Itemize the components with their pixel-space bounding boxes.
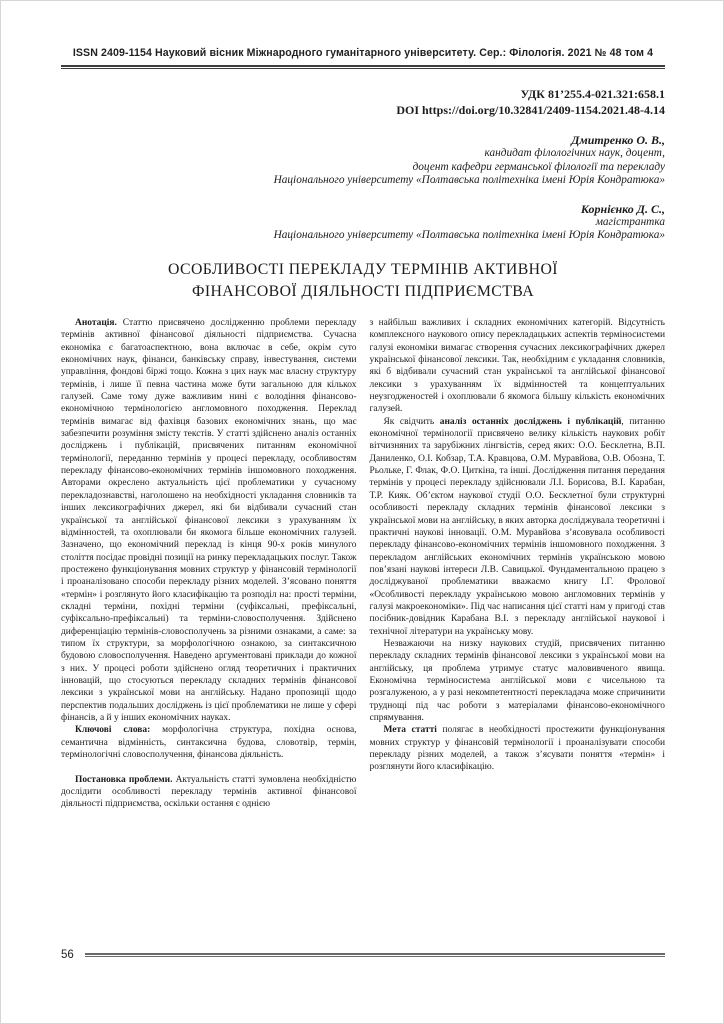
column-right xyxy=(370,317,666,977)
problem-paragraph xyxy=(61,774,357,811)
keywords-text: морфологічна структура, похідна основа, семантична відмінність, синтаксична будова, словотвір, термін, термінологічні словосполучення, фінансова діяльність. xyxy=(61,725,357,761)
article-title xyxy=(61,259,665,302)
running-head xyxy=(61,47,665,69)
page-number: 56 xyxy=(61,949,74,961)
status-paragraph: Незважаючи на низку наукових студій, присвячених питанню перекладу складних термінів фінансової лексики з української мови на англійську, ця проблема утримує статус маловивченого явища. Економічна терміносистема англійської мови є чисельною та розгалуженою, а у разі некомпетентності перекладача може спричинити труднощі під час роботи з матеріалами фінансово-економічного спрямування. xyxy=(369,638,665,723)
author-2-name: Корнієнко Д. С., xyxy=(580,201,665,216)
abstract-paragraph xyxy=(61,317,357,724)
author-1-degree: кандидат філологічних наук, доцент, xyxy=(484,147,665,159)
article-title-line-2: ФІНАНСОВОЇ ДІЯЛЬНОСТІ ПІДПРИЄМСТВА xyxy=(191,282,535,300)
analysis-text: , питанню економічної термінології присвячено велику кількість наукових робіт вітчизняних та зарубіжних лінгвістів, серед яких: О.О. Бесклетна, В.П. Даниленко, О.І. Кобзар, Т.А. Кравцова, О.М. Муравйова, О.В. Обозна, Т. Рьольке, Г. Флак, Ф.О. Циткіна, та інші. Дослідження питання передання термінів у процесі перекладу здійснювали Л.І. Борисова, В.І. Карабан, Т.Р. Кияк. Об’єктом наукової студії О.О. Бесклетної були структурні особливості перекладу складних термінів фінансової лексики з української мови на англійську, в яких авторка досліджувала теоретичні і практичні наукові інновації. О.М. Муравйова з’ясовувала особливості перекладу фінансово-економічних термінів іншомовного походження. З перекладом англійських економічних термінів українською мовою пов’язані наукові інтереси Л.В. Савицької. Фундаментальною працею з досліджуваної проблематики вважаємо книгу І.Г. Фролової «Особливості перекладу українською мовою англомовних термінів у галузі макроекономіки». Під час написання цієї статті нам у пригоді став посібник-довідник Карабана В.І. з перекладу англійської наукової і технічної літератури на українську мову. xyxy=(369,416,665,637)
problem-text: Актуальність статті зумовлена необхідністю дослідити особливості перекладу термінів активної фінансової діяльності підприємства, оскільки остання є однією xyxy=(61,774,357,810)
header-rule xyxy=(61,65,665,69)
analysis-lead: аналіз останніх досліджень і публікацій xyxy=(439,416,622,427)
keywords-lead: Ключові слова: xyxy=(75,725,151,736)
page-footer xyxy=(61,949,665,961)
goal-paragraph xyxy=(370,724,666,773)
analysis-pre: Як свідчить xyxy=(383,416,440,427)
goal-lead: Мета статті xyxy=(383,725,437,736)
continuation-paragraph: з найбільш важливих і складних економічних категорій. Відсутність комплексного наукового опису перекладацьких аспектів терміносистеми галузі економіки вимагає створення сучасних лексикографічних джерел української фінансової лексики. Так, необхідним є укладання словників, які б відбивали сучасний стан української та англійської фінансової лексики з урахуванням їх відмінностей та концептуальних неузгодженостей і охоплювали б якомога більшу кількість економічних галузей. xyxy=(369,318,665,415)
abstract-lead: Анотація. xyxy=(75,318,117,328)
author-2-affiliation: Національного університету «Полтавська політехніка імені Юрія Кондратюка» xyxy=(273,229,665,242)
author-1-name: Дмитренко О. В., xyxy=(571,133,665,147)
udk-number: УДК 81’255.4-021.321:658.1 xyxy=(520,87,665,101)
author-2-degree: магістрантка xyxy=(595,215,665,228)
goal-text: полягає в необхідності простежити функціонування мовних структур у фінансовій термінології і проаналізувати способи перекладу різних моделей, а також з’ясувати поняття «термін» і розглянути його класифікацію. xyxy=(369,725,665,773)
analysis-paragraph xyxy=(370,416,666,638)
doi-line: DOI https://doi.org/10.32841/2409-1154.2021.48-4.14 xyxy=(396,102,665,117)
author-1-affiliation: Національного університету «Полтавська політехніка імені Юрія Кондратюка» xyxy=(273,174,665,187)
problem-lead: Постановка проблеми. xyxy=(75,774,173,785)
article-title-line-1: ОСОБЛИВОСТІ ПЕРЕКЛАДУ ТЕРМІНІВ АКТИВНОЇ xyxy=(168,261,558,278)
authors-spacer xyxy=(61,188,665,202)
author-1-position: доцент кафедри германської філології та перекладу xyxy=(412,160,665,173)
article-body xyxy=(61,317,665,977)
keywords-paragraph xyxy=(61,724,357,761)
abstract-text: Статтю присвячено дослідженню проблеми перекладу термінів активної фінансової діяльності підприємства. Сучасна економіка є багатоаспектною, вона включає в себе, окрім суто економічних наук, фінанси, банківську справу, інвестування, системи управління, фондові біржі тощо. Кожна з цих наук має власну структуру термінів, і лише її певна частина може бути загальною для кількох галузей. Саме тому дуже важливим нині є володіння фінансово-економічною термінологією англомовного походження. Переклад термінів вимагає від фахівця базових економічних знань, що має забезпечити розуміння змісту текстів. У статті здійснено аналіз останніх досліджень і публікацій, присвячених питанням економічної термінології, переданню термінів у процесі перекладу, особливостям перекладу фінансово-економічних термінів іншомовного походження. Авторами окреслено актуальність цієї проблематики у сучасному перекладознавстві, наголошено на необхідності укладання словників та інших лексикографічних джерел, які би відбивали сучасний стан української та англійської фінансової лексики з урахуванням їх відмінностей, та охоплювали би якомога більше економічних галузей. Зазначено, що економічний переклад із кінця 90-х років минулого століття посідає провідні позиції на ринку перекладацьких послуг. Також простежено функціонування мовних структур у фінансовій термінології і проаналізовано способи перекладу різних моделей. З’ясовано поняття «термін» і розглянуто його класифікацію та розподіл на: прості терміни, складні терміни, похідні терміни (суфіксальні, префіксальні, суфіксально-префіксальні) та терміни-словосполучення. Здійснено диференціацію термінів-словосполучень за різними ознаками, а саме: за типом їх структури, за морфологічною ознакою, за синтаксичною будовою словосполучення. Наведено аргументовані приклади до кожної з них. У процесі роботи здійснено огляд теоретичних і практичних інновацій, що стосуються перекладу складних термінів фінансової лексики з української мови на англійську. Надано пропозиції щодо перспектив подальших досліджень із цієї проблематики не лише у сфері фінансів, а й у інших економічних науках. xyxy=(61,318,357,723)
footer-rule xyxy=(85,953,665,957)
journal-title-line: ISSN 2409-1154 Науковий вісник Міжнародного гуманітарного університету. Сер.: Філологія. 2021 № 48 том 4 xyxy=(72,47,654,59)
column-left xyxy=(61,317,357,977)
udk-doi-block xyxy=(61,87,665,118)
authors-block xyxy=(61,133,665,243)
